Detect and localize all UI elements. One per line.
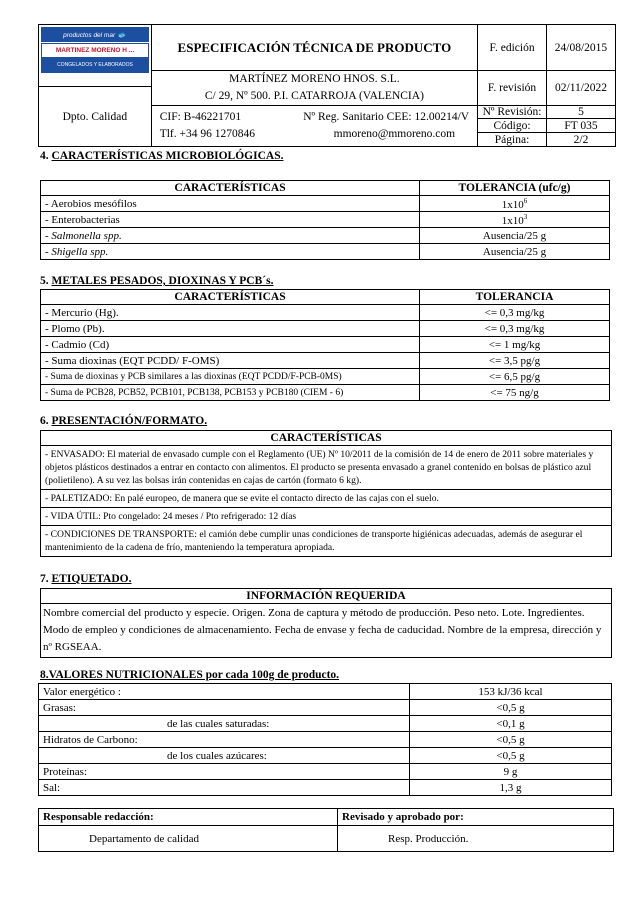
row-label: Proteínas:: [39, 764, 410, 780]
nutrition-table: [38, 683, 612, 796]
row-value: <0,5 g: [410, 700, 612, 716]
row-label: Valor energético :: [39, 684, 410, 700]
fish-icon: 🐟: [116, 30, 127, 39]
row-value: <= 0,3 mg/kg: [420, 305, 610, 321]
company-phone: Tlf. +34 96 1270846: [159, 128, 255, 140]
document-title: ESPECIFICACIÓN TÉCNICA DE PRODUCTO: [151, 25, 477, 71]
row-value: <= 3,5 pg/g: [420, 353, 610, 369]
page-label: Página:: [478, 133, 547, 147]
company-address: C/ 29, Nº 500. P.I. CATARROJA (VALENCIA): [204, 90, 424, 102]
company-registry: [151, 106, 477, 147]
company-name: MARTÍNEZ MORENO HNOS. S.L.: [229, 73, 400, 85]
section-4-heading: 4. CARACTERÍSTICAS MICROBIOLÓGICAS.: [40, 150, 284, 162]
row-value: 153 kJ/36 kcal: [410, 684, 612, 700]
row-value: <0,5 g: [410, 748, 612, 764]
table-row: [39, 700, 612, 716]
row-value: <= 6,5 pg/g: [420, 369, 610, 385]
shelf-life-text: - VIDA ÚTIL: Pto congelado: 24 meses / Pto refrigerado: 12 días: [41, 508, 612, 526]
column-header: CARACTERÍSTICAS: [41, 290, 420, 305]
row-value: Ausencia/25 g: [420, 244, 610, 260]
table-row: [41, 212, 610, 228]
table-row: [41, 244, 610, 260]
table-row: [41, 321, 610, 337]
row-value: $1x10^3$: [420, 212, 610, 228]
row-value: <= 75 ng/g: [420, 385, 610, 401]
revision-number-label: Nº Revisión:: [478, 106, 547, 119]
edition-value: 24/08/2015: [547, 25, 616, 71]
revision-date-label: F. revisión: [478, 71, 547, 106]
column-header: CARACTERÍSTICAS: [41, 181, 420, 196]
approver-value: Resp. Producción.: [338, 826, 614, 852]
row-label: de los cuales azúcares:: [39, 748, 410, 764]
microbiology-table: [40, 180, 610, 260]
column-header: TOLERANCIA: [420, 290, 610, 305]
heavy-metals-table: [40, 289, 610, 401]
logo-brand: MARTINEZ MORENO H ...: [41, 43, 149, 58]
row-label: - Aerobios mesófilos: [41, 196, 420, 212]
logo-cell: [39, 25, 152, 87]
table-row: [39, 732, 612, 748]
row-value: <= 0,3 mg/kg: [420, 321, 610, 337]
table-row: [39, 748, 612, 764]
table-row: [41, 305, 610, 321]
row-label: - Shigella spp.: [41, 244, 420, 260]
table-row: [39, 764, 612, 780]
revision-number-value: 5: [547, 106, 616, 119]
department: Dpto. Calidad: [39, 87, 152, 147]
edition-label: F. edición: [478, 25, 547, 71]
row-label: Grasas:: [39, 700, 410, 716]
row-value: <= 1 mg/kg: [420, 337, 610, 353]
signoff-table: [38, 808, 614, 852]
row-label: - Enterobacterias: [41, 212, 420, 228]
code-value: FT 035: [547, 119, 616, 133]
row-label: de las cuales saturadas:: [39, 716, 410, 732]
revision-date-value: 02/11/2022: [547, 71, 616, 106]
row-label: - Plomo (Pb).: [41, 321, 420, 337]
table-row: [39, 780, 612, 796]
row-label: - Suma dioxinas (EQT PCDD/ F-OMS): [41, 353, 420, 369]
table-row: [41, 337, 610, 353]
company-email: mmoreno@mmoreno.com: [333, 128, 456, 140]
section-6-heading: 6. PRESENTACIÓN/FORMATO.: [40, 415, 208, 427]
row-value: 9 g: [410, 764, 612, 780]
palletizing-text: - PALETIZADO: En palé europeo, de manera que se evite el contacto directo de las cajas con el suelo.: [41, 490, 612, 508]
transport-text: - CONDICIONES DE TRANSPORTE: el camión debe cumplir unas condiciones de transporte higiénicas adecuadas, además de asegurar el mantenimiento de la cadena de frío, manteniendo la temperatura apropiada.: [41, 526, 612, 557]
labelling-text: Nombre comercial del producto y especie. Origen. Zona de captura y método de producción. Peso neto. Lote. Ingredientes. Modo de empleo y condiciones de almacenamiento. Fecha de envase y fecha de caducidad. Nombre de la empresa, dirección y nº RGSEAA.: [41, 604, 612, 658]
column-header: TOLERANCIA (ufc/g): [420, 181, 610, 196]
company-cif: CIF: B-46221701: [159, 111, 242, 123]
table-row: [39, 716, 612, 732]
row-value: Ausencia/25 g: [420, 228, 610, 244]
row-label: - Suma de dioxinas y PCB similares a las dioxinas (EQT PCDD/F-PCB-0MS): [41, 369, 420, 385]
labelling-table: [40, 588, 612, 658]
approver-label: Revisado y aprobado por:: [338, 809, 614, 826]
row-value: $1x10^6$: [420, 196, 610, 212]
table-row: [41, 228, 610, 244]
row-label: - Mercurio (Hg).: [41, 305, 420, 321]
table-row: [41, 353, 610, 369]
sanitary-registry: Nº Reg. Sanitario CEE: 12.00214/V: [303, 111, 470, 123]
author-value: Departamento de calidad: [39, 826, 338, 852]
row-label: Sal:: [39, 780, 410, 796]
code-label: Código:: [478, 119, 547, 133]
row-label: Hidratos de Carbono:: [39, 732, 410, 748]
table-row: [41, 369, 610, 385]
table-row: [41, 385, 610, 401]
logo-tagline: CONGELADOS Y ELABORADOS: [41, 58, 149, 73]
table-row: [39, 684, 612, 700]
document-header: [38, 24, 616, 147]
table-row: [41, 196, 610, 212]
column-header: CARACTERÍSTICAS: [41, 431, 612, 446]
presentation-table: [40, 430, 612, 557]
author-label: Responsable redacción:: [39, 809, 338, 826]
section-7-heading: 7. ETIQUETADO.: [40, 573, 132, 585]
row-label: - Cadmio (Cd): [41, 337, 420, 353]
section-5-heading: 5. METALES PESADOS, DIOXINAS Y PCB´s.: [40, 275, 274, 287]
row-label: - Salmonella spp.: [41, 228, 420, 244]
column-header: INFORMACIÓN REQUERIDA: [41, 589, 612, 604]
company-info: [151, 71, 477, 106]
packaging-text: - ENVASADO: El material de envasado cumple con el Reglamento (UE) Nº 10/2011 de la comisión de 14 de enero de 2011 sobre materiales y objetos plásticos destinados a entrar en contacto con alimentos. El producto se presenta envasado a granel contenido en bolsas de plástico azul (polietileno). A su vez las bolsas irán contenidas en cajas de cartón (formato 6 kg).: [41, 446, 612, 490]
row-label: - Suma de PCB28, PCB52, PCB101, PCB138, PCB153 y PCB180 (CIEM - 6): [41, 385, 420, 401]
row-value: <0,1 g: [410, 716, 612, 732]
page-value: 2/2: [547, 133, 616, 147]
section-8-heading: 8.VALORES NUTRICIONALES por cada 100g de producto.: [40, 669, 340, 681]
company-logo: productos del mar 🐟: [41, 27, 149, 42]
row-value: 1,3 g: [410, 780, 612, 796]
row-value: <0,5 g: [410, 732, 612, 748]
